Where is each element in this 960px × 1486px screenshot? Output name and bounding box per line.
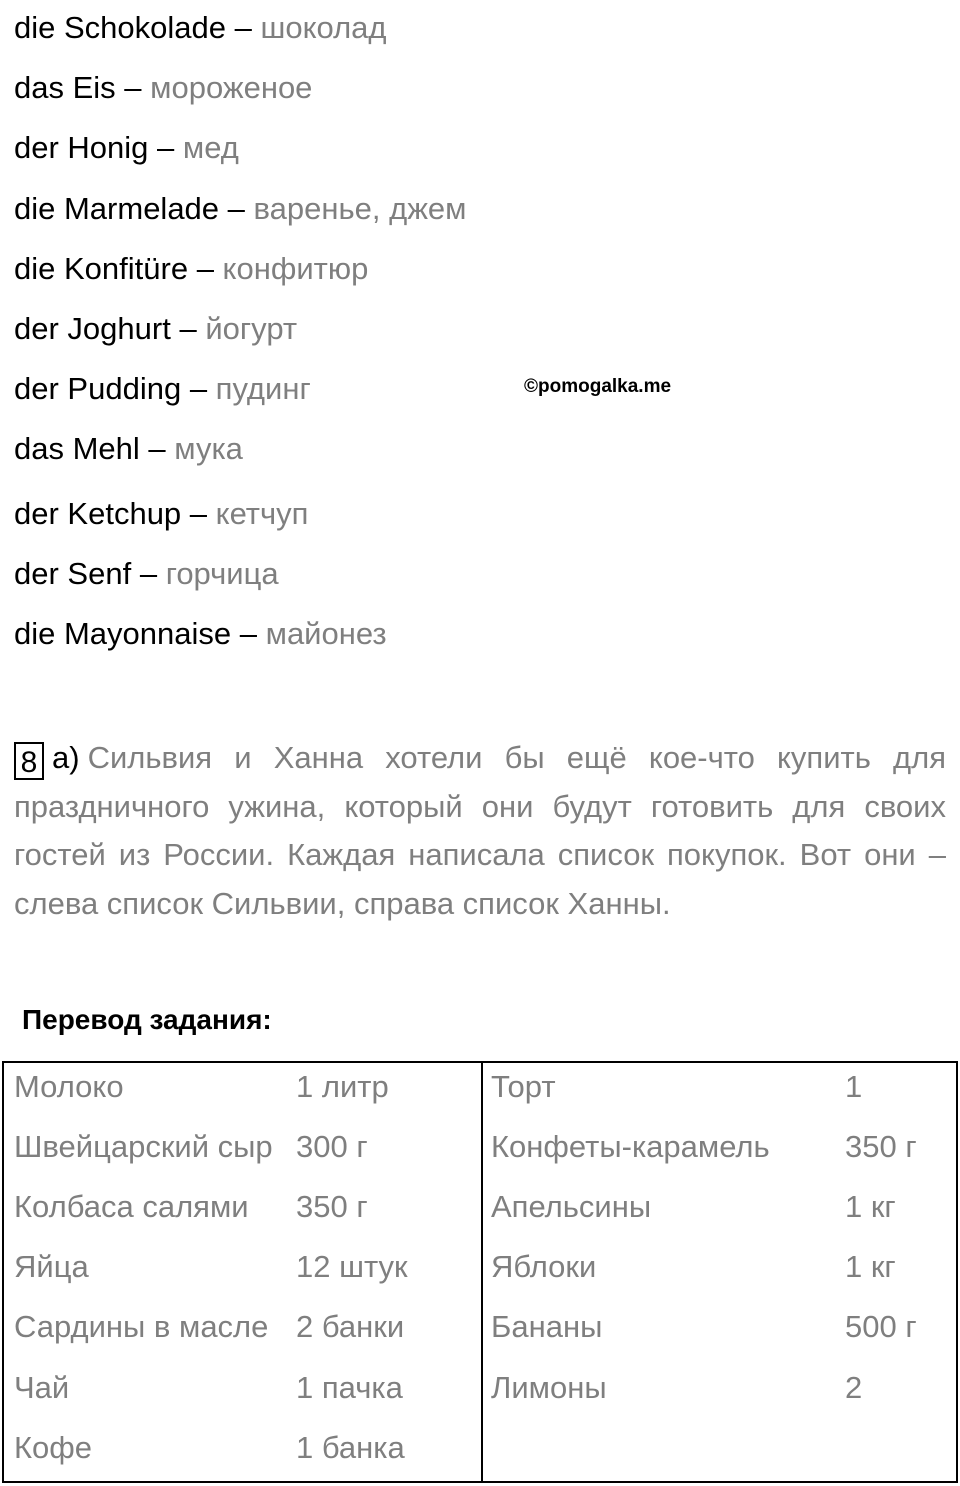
dash: –: [148, 431, 175, 466]
dash: –: [196, 251, 223, 286]
dash: –: [157, 130, 183, 165]
dash: –: [189, 371, 216, 406]
left-list-item: Колбаса салями: [14, 1189, 249, 1224]
vocab-row: [14, 8, 386, 48]
task-part-label: a): [52, 740, 80, 775]
german-word: die Konfitüre: [14, 251, 189, 286]
left-list-item: Сардины в масле: [14, 1309, 269, 1344]
german-word: der Joghurt: [14, 311, 171, 346]
german-word: die Schokolade: [14, 10, 226, 45]
dash: –: [179, 311, 206, 346]
german-word: die Mayonnaise: [14, 616, 232, 651]
task-text: Сильвия и Ханна хотели бы ещё кое-что купить для праздничного ужина, который они будут готовить для своих гостей из России. Каждая написала список покупок. Вот они – слева список Сильвии, справа список Ханны.: [14, 740, 946, 921]
vocab-row: [14, 189, 467, 229]
right-list-item: Апельсины: [491, 1189, 652, 1224]
right-list-item: Лимоны: [491, 1370, 607, 1405]
german-word: der Honig: [14, 130, 149, 165]
left-list-qty: 300 г: [296, 1129, 368, 1164]
column-divider: [481, 1063, 483, 1481]
right-list-item: Бананы: [491, 1309, 603, 1344]
german-word: das Mehl: [14, 431, 140, 466]
russian-translation: мед: [182, 130, 239, 165]
russian-translation: мороженое: [150, 70, 313, 105]
russian-translation: горчица: [165, 556, 279, 591]
left-list-item: Чай: [14, 1370, 70, 1405]
vocab-row: [14, 369, 311, 409]
russian-translation: кетчуп: [215, 496, 309, 531]
shopping-list-table: [2, 1061, 958, 1483]
german-word: die Marmelade: [14, 191, 220, 226]
german-word: das Eis: [14, 70, 116, 105]
vocab-row: [14, 554, 279, 594]
left-list-item: Швейцарский сыр: [14, 1129, 273, 1164]
left-list-qty: 12 штук: [296, 1249, 408, 1284]
left-list-qty: 350 г: [296, 1189, 368, 1224]
russian-translation: йогурт: [205, 311, 298, 346]
german-word: der Senf: [14, 556, 132, 591]
vocab-row: [14, 309, 297, 349]
russian-translation: пудинг: [215, 371, 311, 406]
right-list-qty: 1 кг: [845, 1249, 896, 1284]
dash: –: [139, 556, 166, 591]
vocab-row: [14, 494, 308, 534]
russian-translation: мука: [174, 431, 243, 466]
right-list-qty: 500 г: [845, 1309, 917, 1344]
russian-translation: майонез: [265, 616, 387, 651]
right-list-qty: 1 кг: [845, 1189, 896, 1224]
section-title: Перевод задания:: [22, 1004, 272, 1035]
vocab-row: [14, 429, 243, 469]
left-list-qty: 2 банки: [296, 1309, 405, 1344]
right-list-item: Торт: [491, 1069, 556, 1104]
vocab-row: [14, 68, 312, 108]
dash: –: [234, 10, 261, 45]
right-list-item: Конфеты-карамель: [491, 1129, 770, 1164]
left-list-item: Молоко: [14, 1069, 124, 1104]
vocab-row: [14, 614, 387, 654]
left-list-item: Кофе: [14, 1430, 93, 1465]
right-list-item: Яблоки: [491, 1249, 597, 1284]
left-list-qty: 1 пачка: [296, 1370, 403, 1405]
dash: –: [239, 616, 266, 651]
vocab-row: [14, 128, 239, 168]
right-list-qty: 1: [845, 1069, 863, 1104]
german-word: der Ketchup: [14, 496, 182, 531]
russian-translation: шоколад: [260, 10, 387, 45]
left-list-item: Яйца: [14, 1249, 89, 1284]
watermark: ©pomogalka.me: [524, 376, 672, 397]
task-paragraph: [14, 734, 946, 928]
right-list-qty: 2: [845, 1370, 863, 1405]
dash: –: [189, 496, 216, 531]
dash: –: [124, 70, 151, 105]
right-list-qty: 350 г: [845, 1129, 917, 1164]
russian-translation: варенье, джем: [253, 191, 467, 226]
russian-translation: конфитюр: [222, 251, 369, 286]
left-list-qty: 1 банка: [296, 1430, 405, 1465]
vocab-row: [14, 249, 368, 289]
left-list-qty: 1 литр: [296, 1069, 389, 1104]
task-number-box: 8: [14, 742, 44, 780]
german-word: der Pudding: [14, 371, 182, 406]
dash: –: [227, 191, 254, 226]
